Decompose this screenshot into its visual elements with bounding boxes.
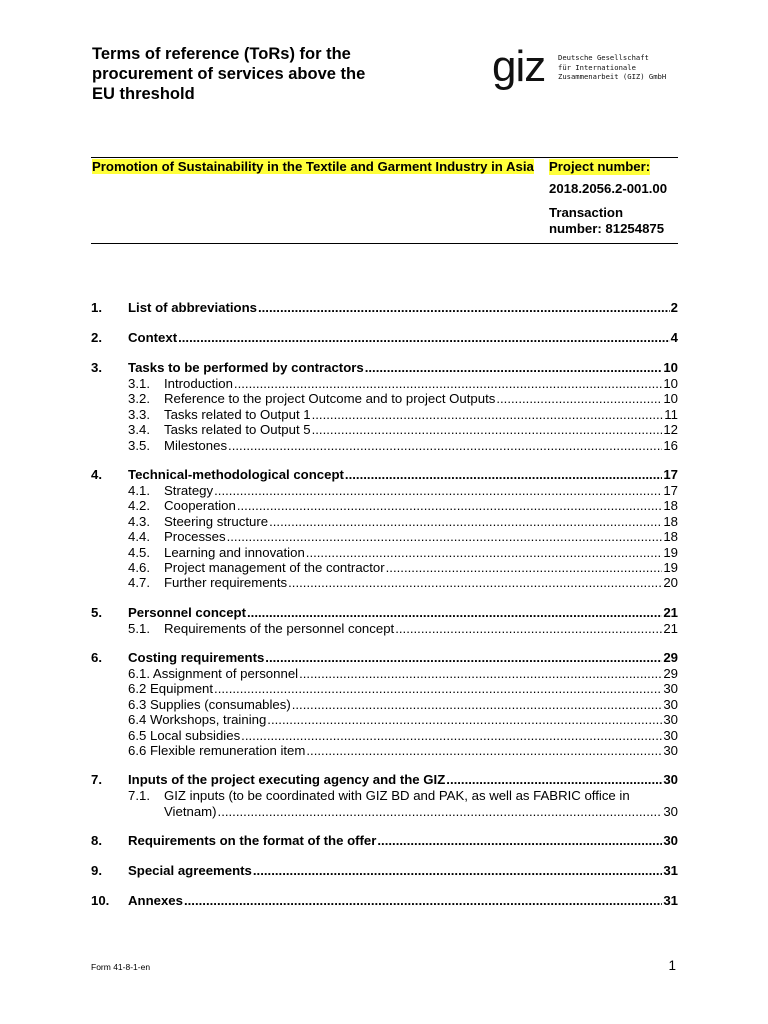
giz-logo — [492, 48, 682, 94]
toc-leader-dots — [446, 772, 662, 788]
toc-leader-dots — [184, 893, 662, 909]
toc-subentry-label: Steering structure — [164, 513, 269, 529]
toc-subentry-page: 18 — [663, 498, 678, 514]
toc-section — [91, 863, 678, 879]
toc-entry-number: 5. — [91, 604, 102, 620]
project-info-box — [91, 157, 678, 244]
toc-subentry-page: 10 — [663, 376, 678, 391]
toc-leader-dots — [306, 545, 663, 560]
toc-entry-label: Context — [128, 330, 178, 345]
toc-leader-dots — [377, 833, 662, 849]
toc-leader-dots — [247, 605, 662, 621]
toc-entry-label: Technical-methodological concept — [128, 466, 344, 482]
toc-section — [91, 833, 678, 849]
toc-subentry[interactable] — [91, 438, 678, 453]
toc-entry-page: 17 — [663, 466, 678, 482]
toc-subentry-label: 6.1. Assignment of personnel — [128, 666, 299, 682]
giz-wordmark-icon — [492, 48, 554, 94]
toc-subentry-number: 4.1. — [128, 482, 150, 498]
toc-subentry-number: 3.3. — [128, 406, 150, 422]
toc-entry-number: 2. — [91, 330, 102, 345]
toc-subentry-label: Project management of the contractor — [164, 559, 385, 575]
toc-subentry[interactable] — [91, 545, 678, 560]
toc-entry-number: 6. — [91, 650, 102, 666]
toc-subentry-number: 4.7. — [128, 575, 150, 591]
toc-leader-dots — [288, 575, 662, 590]
toc-entry[interactable] — [91, 833, 678, 849]
toc-subentry-label: 6.4 Workshops, training — [128, 712, 267, 728]
toc-entry[interactable] — [91, 360, 678, 376]
toc-entry-label: Costing requirements — [128, 650, 265, 666]
toc-subentry[interactable] — [91, 728, 678, 743]
toc-subentry-label: Reference to the project Outcome and to project Outputs — [164, 391, 496, 407]
toc-leader-dots — [312, 407, 664, 422]
toc-section — [91, 893, 678, 909]
toc-leader-dots — [265, 650, 662, 666]
toc-entry-page: 31 — [663, 863, 678, 879]
toc-entry-page: 30 — [663, 772, 678, 788]
toc-subentry-number: 4.5. — [128, 544, 150, 560]
toc-leader-dots — [253, 863, 662, 879]
toc-entry-number: 10. — [91, 893, 110, 909]
toc-leader-dots — [267, 712, 662, 727]
table-of-contents — [91, 300, 678, 923]
toc-subentry-page: 16 — [663, 437, 678, 453]
transaction-number: number: 81254875 — [549, 221, 665, 236]
toc-subentry-page: 21 — [663, 620, 678, 636]
toc-leader-dots — [306, 743, 662, 758]
toc-subentry-number: 7.1. — [128, 788, 150, 804]
project-name — [92, 159, 542, 175]
toc-entry-page: 4 — [670, 330, 678, 345]
toc-subentry[interactable] — [91, 560, 678, 575]
toc-entry-page: 31 — [663, 893, 678, 909]
toc-leader-dots — [258, 300, 670, 316]
toc-entry-page: 21 — [663, 604, 678, 620]
toc-entry[interactable] — [91, 772, 678, 788]
toc-subentry-label: 6.2 Equipment — [128, 681, 214, 697]
toc-subentry-page: 30 — [663, 743, 678, 759]
giz-wordmark: giz — [492, 48, 546, 91]
toc-subentry[interactable] — [91, 788, 678, 803]
toc-leader-dots — [345, 467, 662, 483]
toc-subentry-page: 18 — [663, 529, 678, 545]
page-number: 1 — [668, 958, 676, 973]
toc-entry[interactable] — [91, 467, 678, 483]
toc-entry-number: 1. — [91, 300, 102, 315]
toc-subentry[interactable] — [91, 681, 678, 696]
toc-subentry[interactable] — [91, 621, 678, 636]
toc-entry[interactable] — [91, 863, 678, 879]
toc-leader-dots — [241, 728, 662, 743]
toc-section — [91, 300, 678, 316]
toc-leader-dots — [269, 514, 662, 529]
transaction-label: Transaction — [549, 205, 624, 220]
toc-section — [91, 605, 678, 636]
toc-subentry-label: GIZ inputs (to be coordinated with GIZ BD and PAK, as well as FABRIC office in — [164, 788, 630, 804]
toc-subentry-number: 5.1. — [128, 620, 150, 636]
toc-subentry-page: 30 — [663, 681, 678, 697]
toc-subentry[interactable] — [91, 498, 678, 513]
toc-entry-number: 4. — [91, 466, 102, 482]
toc-leader-dots — [214, 681, 662, 696]
toc-entry-label: List of abbreviations — [128, 300, 257, 315]
toc-section — [91, 467, 678, 591]
toc-entry-label: Personnel concept — [128, 604, 246, 620]
toc-subentry-page: 20 — [663, 575, 678, 591]
toc-subentry-label: Cooperation — [164, 498, 236, 514]
toc-subentry-label: Milestones — [164, 437, 228, 453]
project-number: 2018.2056.2-001.00 — [549, 181, 668, 196]
toc-section — [91, 772, 678, 819]
toc-subentry-number: 3.5. — [128, 437, 150, 453]
toc-entry[interactable] — [91, 330, 678, 346]
toc-subentry[interactable] — [91, 529, 678, 544]
toc-subentry-page: 11 — [664, 406, 678, 422]
title-line: Terms of reference (ToRs) for the — [92, 45, 351, 63]
toc-leader-dots — [299, 666, 662, 681]
toc-subentry-number: 3.4. — [128, 422, 150, 438]
logo-line: Deutsche Gesellschaft — [558, 53, 649, 62]
toc-entry-number: 7. — [91, 772, 102, 788]
toc-subentry-label: Learning and innovation — [164, 544, 305, 560]
toc-entry-page: 29 — [663, 650, 678, 666]
toc-entry-label: Annexes — [128, 893, 183, 909]
toc-entry-page: 2 — [670, 300, 678, 315]
toc-subentry-page: 30 — [663, 712, 678, 728]
toc-subentry-page: 30 — [663, 696, 678, 712]
project-name-text: Promotion of Sustainability in the Textile and Garment Industry in Asia — [92, 159, 534, 174]
toc-subentry[interactable] — [91, 666, 678, 681]
toc-subentry-page: 30 — [663, 727, 678, 743]
toc-subentry-page: 30 — [663, 803, 678, 819]
toc-subentry-label: Vietnam) — [164, 803, 217, 819]
toc-subentry-number: 4.2. — [128, 498, 150, 514]
toc-entry-label: Requirements on the format of the offer — [128, 833, 377, 849]
toc-subentry-label: Tasks related to Output 5 — [164, 422, 311, 438]
toc-entry-label: Special agreements — [128, 863, 252, 879]
toc-subentry[interactable] — [91, 391, 678, 406]
toc-leader-dots — [395, 621, 662, 636]
toc-subentry-label: Tasks related to Output 1 — [164, 406, 311, 422]
toc-subentry-label: Introduction — [164, 376, 233, 391]
toc-entry-number: 8. — [91, 833, 102, 849]
toc-section — [91, 650, 678, 758]
toc-leader-dots — [496, 391, 662, 406]
toc-subentry[interactable] — [91, 743, 678, 758]
toc-subentry[interactable] — [91, 697, 678, 712]
toc-leader-dots — [386, 560, 663, 575]
document-title — [92, 44, 452, 104]
toc-entry[interactable] — [91, 893, 678, 909]
toc-subentry[interactable] — [91, 575, 678, 590]
toc-subentry[interactable] — [91, 483, 678, 498]
project-number-label: Project number: — [549, 159, 651, 174]
toc-leader-dots — [237, 498, 662, 513]
toc-subentry-continued — [91, 804, 678, 819]
toc-subentry-label: Strategy — [164, 482, 214, 498]
toc-subentry[interactable] — [91, 514, 678, 529]
toc-entry-page: 30 — [663, 833, 678, 849]
toc-leader-dots — [292, 697, 663, 712]
toc-entry-label: Tasks to be performed by contractors — [128, 360, 364, 375]
toc-entry[interactable] — [91, 605, 678, 621]
toc-entry-number: 9. — [91, 863, 102, 879]
toc-subentry-number: 4.3. — [128, 513, 150, 529]
toc-leader-dots — [227, 529, 663, 544]
toc-subentry-page: 19 — [663, 559, 678, 575]
title-line: procurement of services above the — [92, 65, 366, 83]
project-identifiers — [549, 159, 679, 237]
toc-subentry-number: 4.6. — [128, 559, 150, 575]
toc-subentry[interactable] — [91, 712, 678, 727]
toc-leader-dots — [228, 438, 662, 453]
toc-subentry[interactable] — [91, 422, 678, 437]
toc-subentry[interactable] — [91, 376, 678, 391]
toc-subentry-label: Requirements of the personnel concept — [164, 620, 395, 636]
toc-subentry-label: 6.5 Local subsidies — [128, 727, 241, 743]
toc-subentry-page: 10 — [663, 391, 678, 407]
toc-entry-page: 10 — [663, 360, 678, 375]
logo-line: Zusammenarbeit (GIZ) GmbH — [558, 72, 667, 81]
toc-subentry[interactable] — [91, 407, 678, 422]
toc-subentry-number: 3.1. — [128, 376, 150, 391]
toc-leader-dots — [178, 330, 670, 346]
toc-subentry-page: 12 — [663, 422, 678, 438]
toc-section — [91, 360, 678, 453]
toc-section — [91, 330, 678, 346]
toc-subentry-page: 18 — [663, 513, 678, 529]
toc-subentry-label: Processes — [164, 529, 226, 545]
toc-subentry-label: 6.6 Flexible remuneration item — [128, 743, 306, 759]
toc-subentry-page: 19 — [663, 544, 678, 560]
toc-entry-label: Inputs of the project executing agency and the GIZ — [128, 772, 446, 788]
giz-logo-text — [558, 53, 666, 82]
title-line: EU threshold — [92, 85, 195, 103]
toc-entry-number: 3. — [91, 360, 102, 375]
toc-subentry-number: 4.4. — [128, 529, 150, 545]
toc-leader-dots — [218, 804, 663, 819]
toc-subentry-label: 6.3 Supplies (consumables) — [128, 696, 291, 712]
toc-subentry-page: 29 — [663, 666, 678, 682]
form-number: Form 41-8-1-en — [91, 962, 151, 972]
toc-entry[interactable] — [91, 650, 678, 666]
toc-subentry-label: Further requirements — [164, 575, 288, 591]
toc-leader-dots — [312, 422, 663, 437]
logo-line: für Internationale — [558, 62, 636, 72]
toc-entry[interactable] — [91, 300, 678, 316]
toc-leader-dots — [214, 483, 662, 498]
toc-leader-dots — [234, 376, 662, 391]
toc-subentry-number: 3.2. — [128, 391, 150, 407]
toc-subentry-page: 17 — [663, 482, 678, 498]
toc-leader-dots — [365, 360, 663, 376]
